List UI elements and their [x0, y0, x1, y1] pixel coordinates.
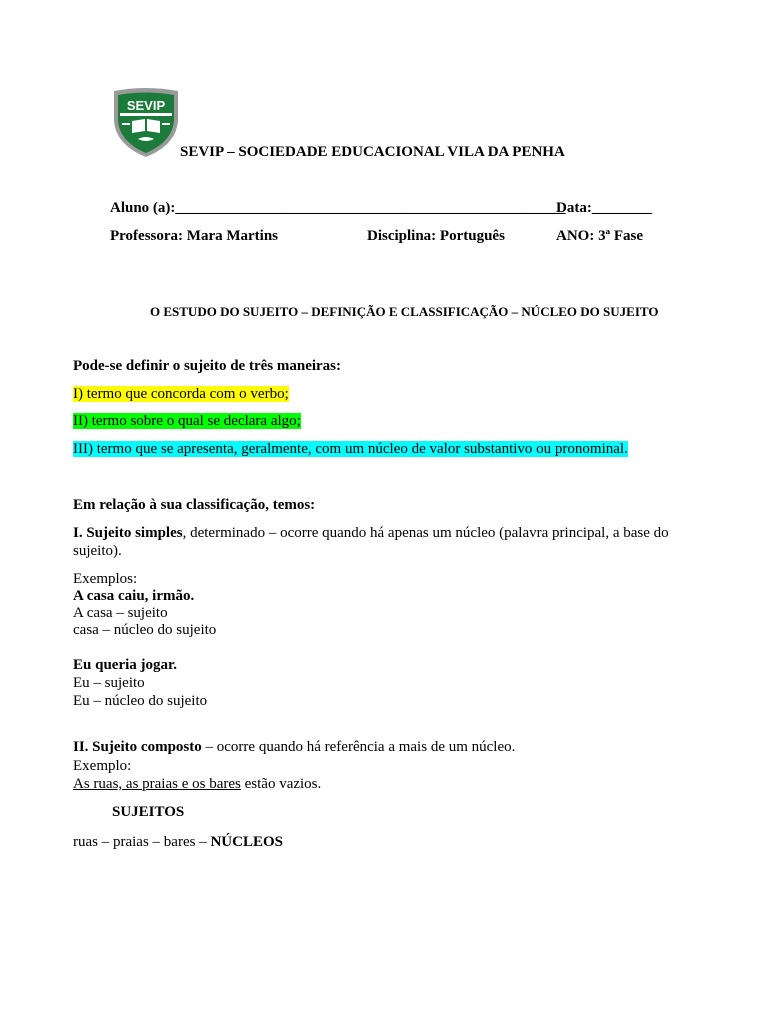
student-field: Aluno (a):____________________________________________________: [110, 200, 566, 216]
school-name: SEVIP – SOCIEDADE EDUCACIONAL VILA DA PENHA: [180, 144, 565, 160]
example-sentence: A casa caiu, irmão.: [73, 588, 195, 604]
compound-example: As ruas, as praias e os bares estão vazios.: [73, 776, 322, 792]
example-sentence: Eu queria jogar.: [73, 657, 178, 673]
example-nucleus: casa – núcleo do sujeito: [73, 622, 217, 638]
definition-item: I) termo que concorda com o verbo;: [73, 386, 289, 402]
definition-item: II) termo sobre o qual se declara algo;: [73, 413, 301, 429]
example-label: Exemplo:: [73, 758, 132, 774]
definition-intro: Pode-se definir o sujeito de três maneiras:: [73, 358, 342, 374]
examples-label: Exemplos:: [73, 571, 138, 587]
teacher-label: Professora: Mara Martins: [110, 228, 279, 244]
example-nucleus: Eu – núcleo do sujeito: [73, 693, 208, 709]
definition-item: III) termo que se apresenta, geralmente, com um núcleo de valor substantivo ou pronominal.: [73, 441, 628, 457]
example-subject: A casa – sujeito: [73, 605, 168, 621]
subject-label: Disciplina: Português: [367, 228, 505, 244]
year-label: ANO: 3ª Fase: [556, 228, 643, 244]
classification-intro: Em relação à sua classificação, temos:: [73, 497, 316, 513]
document-title: O ESTUDO DO SUJEITO – DEFINIÇÃO E CLASSIFICAÇÃO – NÚCLEO DO SUJEITO: [150, 304, 659, 319]
svg-text:SEVIP: SEVIP: [126, 98, 166, 113]
subjects-label: SUJEITOS: [112, 804, 185, 820]
sevip-logo: [110, 87, 182, 159]
example-subject: Eu – sujeito: [73, 675, 145, 691]
compound-subject-paragraph: II. Sujeito composto – ocorre quando há referência a mais de um núcleo.: [73, 739, 516, 755]
simple-subject-paragraph: I. Sujeito simples, determinado – ocorre quando há apenas um núcleo (palavra principal, a base do sujeito).: [73, 525, 669, 559]
nuclei-line: ruas – praias – bares – NÚCLEOS: [73, 834, 283, 850]
date-field: Data:________: [556, 200, 652, 216]
